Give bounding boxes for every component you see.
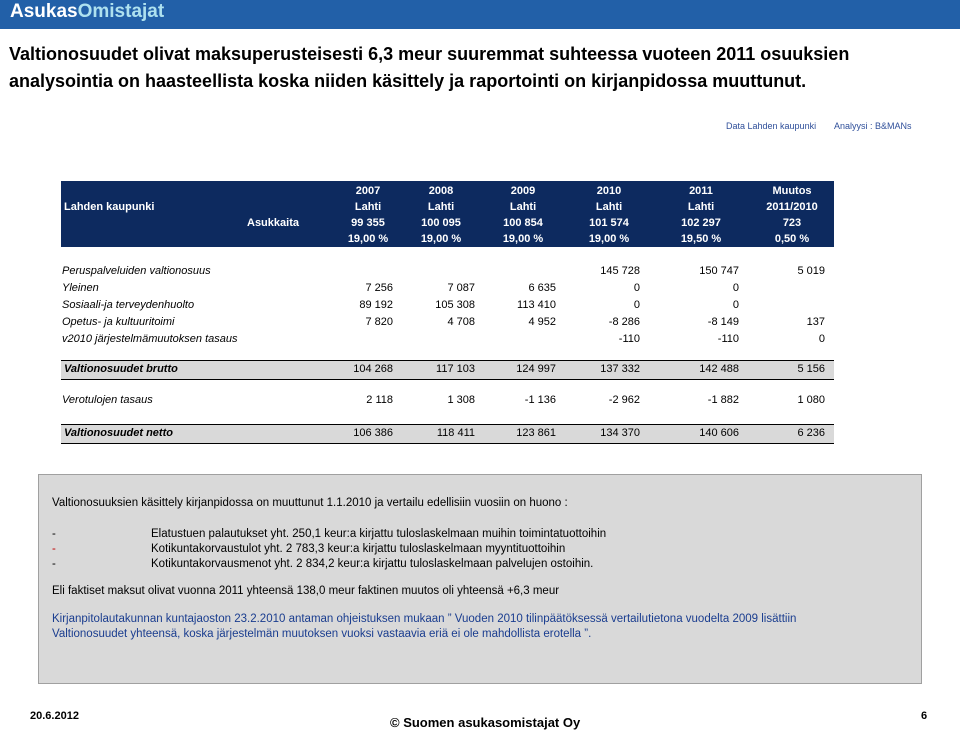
table-row: Peruspalveluiden valtionosuus 145 728 150 747 5 019	[62, 265, 825, 277]
note-line-2: Valtionosuudet yhteensä, koska järjestelmän muutoksen vuoksi vastaavia eriä ei ole mahdollista erotella ”.	[52, 628, 592, 640]
brutto-row: Valtionosuudet brutto 104 268 117 103 124 997 137 332 142 488 5 156	[61, 360, 834, 380]
table-row: Yleinen 7 256 7 087 6 635 0 0	[62, 282, 739, 294]
verotulot-row: Verotulojen tasaus 2 118 1 308 -1 136 -2 962 -1 882 1 080	[62, 394, 825, 406]
footer-copyright: © Suomen asukasomistajat Oy	[390, 715, 581, 730]
col-2007-place: Lahti	[354, 201, 382, 213]
notes-box	[38, 474, 922, 684]
col-2008-residents: 100 095	[421, 217, 461, 229]
footer-date: 20.6.2012	[30, 710, 79, 722]
page-number: 6	[921, 710, 928, 722]
note-line-1: Kirjanpitolautakunnan kuntajaoston 23.2.2010 antaman ohjeistuksen mukaan ” Vuoden 2010 tilinpäätöksessä vertailutietona vuodelta 2009 lisättiin	[52, 613, 797, 625]
col-2009-pct: 19,00 %	[502, 233, 544, 245]
bullet-dash: -	[52, 543, 56, 555]
netto-row: Valtionosuudet netto 106 386 118 411 123 861 134 370 140 606 6 236	[61, 424, 834, 444]
slide-title: Valtionosuudet olivat maksuperusteisesti 6,3 meur suuremmat suhteessa vuoteen 2011 osuuksien analysointia on haasteellista koska niiden käsittely ja raportointi on kirjanpidossa muuttunut.	[9, 44, 850, 91]
col-2011-residents: 102 297	[681, 217, 721, 229]
col-2011-pct: 19,50 %	[680, 233, 722, 245]
col-2011-year: 2011	[689, 185, 713, 197]
bullet-text: Kotikuntakorvausmenot yht. 2 834,2 keur:a kirjattu tuloslaskelmaan palvelujen ostoihin.	[151, 558, 594, 570]
col-2011-place: Lahti	[687, 201, 715, 213]
col-change-place: 2011/2010	[766, 201, 818, 213]
col-2010-place: Lahti	[595, 201, 623, 213]
col-2007-residents: 99 355	[351, 217, 385, 229]
table-row: Sosiaali-ja terveydenhuolto 89 192 105 308 113 410 0 0	[62, 299, 739, 311]
col-2008-year: 2008	[428, 185, 454, 197]
col-2009-residents: 100 854	[503, 217, 543, 229]
col-2007-pct: 19,00 %	[347, 233, 389, 245]
notes-intro: Valtionosuuksien käsittely kirjanpidossa on muuttunut 1.1.2010 ja vertailu edellisiin vuosiin on huono :	[52, 497, 568, 509]
col-2010-pct: 19,00 %	[588, 233, 630, 245]
col-change-pct: 0,50 %	[774, 233, 810, 245]
table-row: Opetus- ja kultuuritoimi 7 820 4 708 4 952 -8 286 -8 149 137	[62, 316, 825, 328]
col-2007-year: 2007	[355, 185, 381, 197]
bullet-dash: -	[52, 558, 56, 570]
col-2010-year: 2010	[596, 185, 622, 197]
table-header	[61, 181, 834, 247]
col-change-year: Muutos	[772, 185, 812, 197]
data-source: Data Lahden kaupunki	[726, 121, 817, 131]
city-label: Lahden kaupunki	[64, 201, 155, 213]
top-banner	[0, 0, 960, 29]
col-2009-year: 2009	[510, 185, 536, 197]
col-2008-pct: 19,00 %	[420, 233, 462, 245]
bullet-dash: -	[52, 528, 56, 540]
col-change-residents: 723	[782, 217, 802, 229]
fact-line: Eli faktiset maksut olivat vuonna 2011 yhteensä 138,0 meur faktinen muutos oli yhteensä +6,3 meur	[52, 585, 560, 597]
analysis-source: Analyysi : B&MANs	[834, 121, 912, 131]
col-2009-place: Lahti	[509, 201, 537, 213]
bullet-text: Kotikuntakorvaustulot yht. 2 783,3 keur:a kirjattu tuloslaskelmaan myyntituottoihin	[151, 543, 566, 555]
col-2008-place: Lahti	[427, 201, 455, 213]
table-row: v2010 järjestelmämuutoksen tasaus -110 -110 0	[62, 333, 825, 345]
brand-logo: AsukasOmistajat	[10, 1, 165, 22]
bullet-text: Elatustuen palautukset yht. 250,1 keur:a kirjattu tuloslaskelmaan muihin toimintatuottoihin	[151, 528, 607, 540]
col-2010-residents: 101 574	[589, 217, 629, 229]
residents-label: Asukkaita	[247, 217, 299, 229]
